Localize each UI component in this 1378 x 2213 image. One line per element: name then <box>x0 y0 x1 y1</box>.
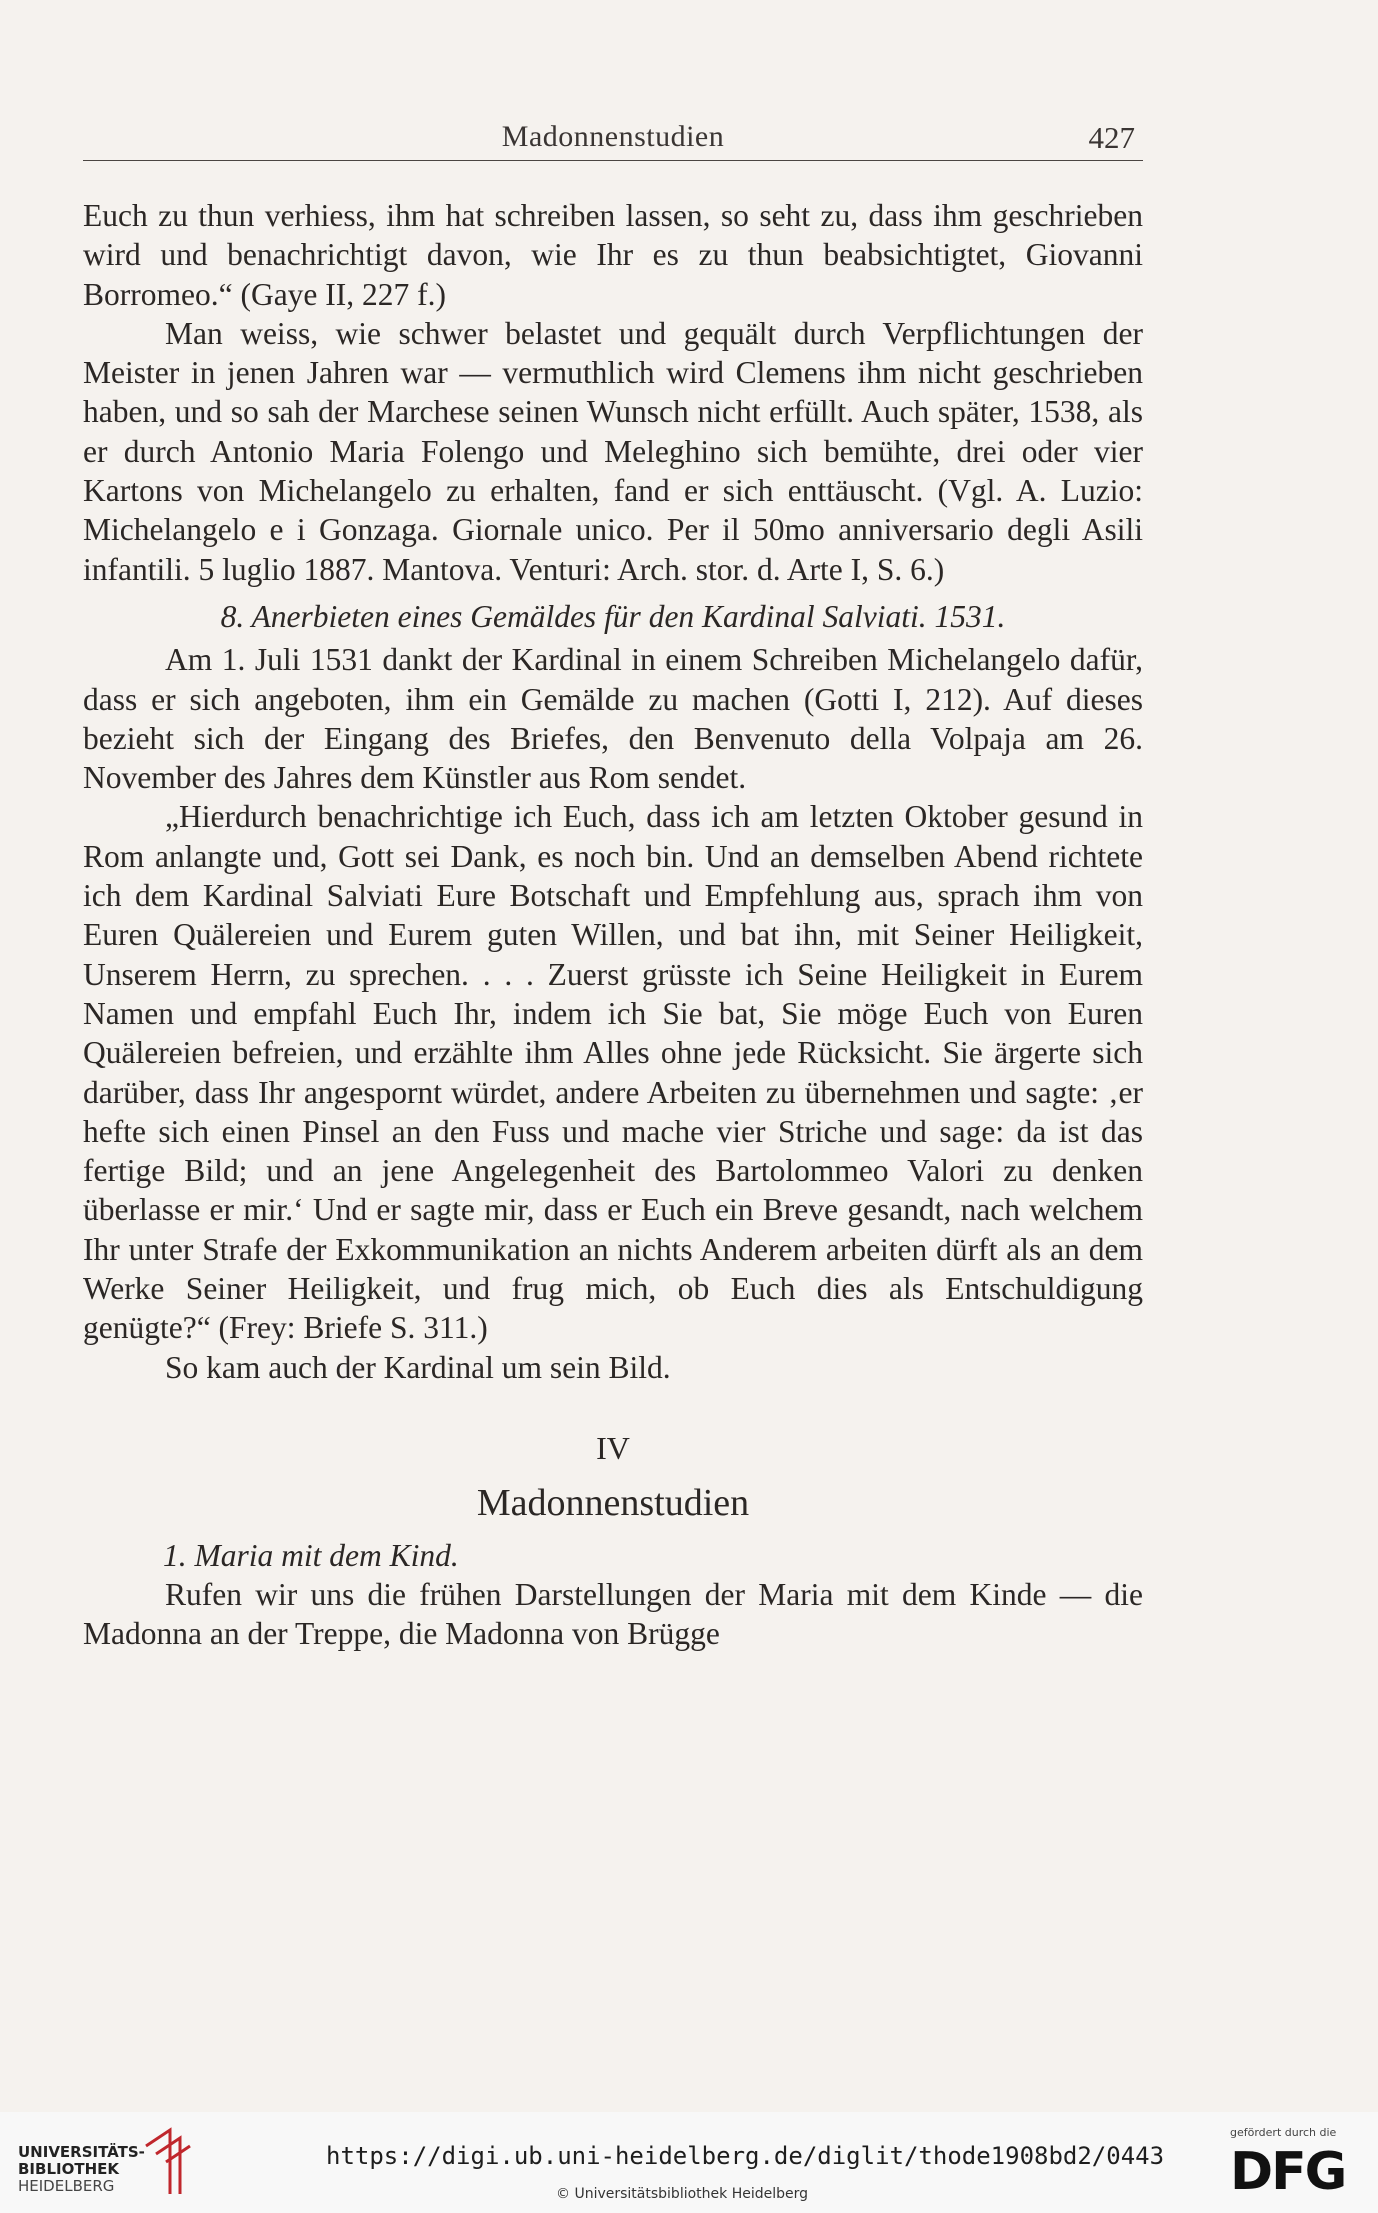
copyright-notice: © Universitätsbibliothek Heidelberg <box>556 2186 809 2202</box>
permalink-url[interactable]: https://digi.ub.uni-heidelberg.de/diglit/thode1908bd2/0443 <box>326 2142 1165 2170</box>
running-title: Madonnenstudien <box>501 120 725 153</box>
digitization-footer <box>0 2112 1378 2213</box>
paragraph-2: Man weiss, wie schwer belastet und gequält durch Verpflichtungen der Meister in jenen Jahren war — vermuthlich wird Clemens ihm nicht geschrieben haben, und so sah der Marchese seinen Wunsch nicht erfüllt. Auch später, 1538, als er durch Antonio Maria Folengo und Meleghino sich bemühte, drei oder vier Kartons von Michelangelo zu erhalten, fand er sich enttäuscht. (Vgl. A. Luzio: Michelangelo e i Gonzaga. Giornale unico. Per il 50mo anniversario degli Asili infantili. 5 luglio 1887. Mantova. Venturi: Arch. stor. d. Arte I, S. 6.) <box>83 315 1143 587</box>
chapter-number: IV <box>596 1429 630 1466</box>
page-number: 427 <box>1088 120 1135 155</box>
paragraph-4-quote: „Hierdurch benachrichtige ich Euch, dass ich am letzten Oktober gesund in Rom anlangte und, Gott sei Dank, es noch bin. Und an demselben Abend richtete ich dem Kardinal Salviati Eure Botschaft und Empfehlung aus, sprach ihm von Euren Quälereien und Eurem guten Willen, und bat ihn, mit Seiner Heiligkeit, Unserem Herrn, zu sprechen. . . . Zuerst grüsste ich Seine Heiligkeit in Eurem Namen und empfahl Euch Ihr, indem ich Sie bat, Sie möge Euch von Euren Quälereien befreien, und erzählte ihm Alles ohne jede Rücksicht. Sie ärgerte sich darüber, dass Ihr angespornt würdet, andere Arbeiten zu übernehmen und sagte: ‚er hefte sich einen Pinsel an den Fuss und mache vier Striche und sage: da ist das fertige Bild; und an jene Angelegenheit des Bartolommeo Valori zu denken überlasse er mir.‘ Und er sagte mir, dass er Euch ein Breve gesandt, nach welchem Ihr unter Strafe der Exkommunikation an nichts Anderem arbeiten dürft als an dem Werke Seiner Heiligkeit, und frug mich, ob Euch dies als Entschuldigung genügte?“ (Frey: Briefe S. 311.) <box>83 799 1143 1346</box>
library-name-line-3: HEIDELBERG <box>18 2177 115 2195</box>
paragraph-3: Am 1. Juli 1531 dankt der Kardinal in einem Schreiben Michelangelo dafür, dass er sich angeboten, ihm ein Gemälde zu machen (Gotti I, 212). Auf dieses bezieht sich der Eingang des Briefes, den Benvenuto della Volpaja am 26. November des Jahres dem Künstler aus Rom sendet. <box>83 642 1143 796</box>
library-name <box>18 2144 145 2195</box>
chapter-title: Madonnenstudien <box>476 1482 750 1525</box>
page-body <box>83 196 1143 1653</box>
library-name-line-1: UNIVERSITÄTS- <box>18 2143 145 2161</box>
dfg-funding-note: gefördert durch die <box>1230 2126 1337 2139</box>
library-name-line-2: BIBLIOTHEK <box>18 2160 119 2178</box>
library-logo-icon <box>140 2126 194 2198</box>
sub-heading-1: 1. Maria mit dem Kind. <box>163 1537 459 1573</box>
paragraph-1: Euch zu thun verhiess, ihm hat schreiben lassen, so seht zu, dass ihm geschrieben wird und benachrichtigt davon, wie Ihr es zu thun beabsichtigtet, Giovanni Borromeo.“ (Gaye II, 227 f.) <box>83 198 1143 312</box>
page-header <box>83 120 1143 161</box>
paragraph-5: So kam auch der Kardinal um sein Bild. <box>165 1349 671 1385</box>
dfg-logo: DFG <box>1230 2142 1346 2202</box>
paragraph-6: Rufen wir uns die frühen Darstellungen der Maria mit dem Kinde — die Madonna an der Treppe, die Madonna von Brügge <box>83 1576 1143 1652</box>
section-heading-8: 8. Anerbieten eines Gemäldes für den Kardinal Salviati. 1531. <box>220 598 1006 634</box>
